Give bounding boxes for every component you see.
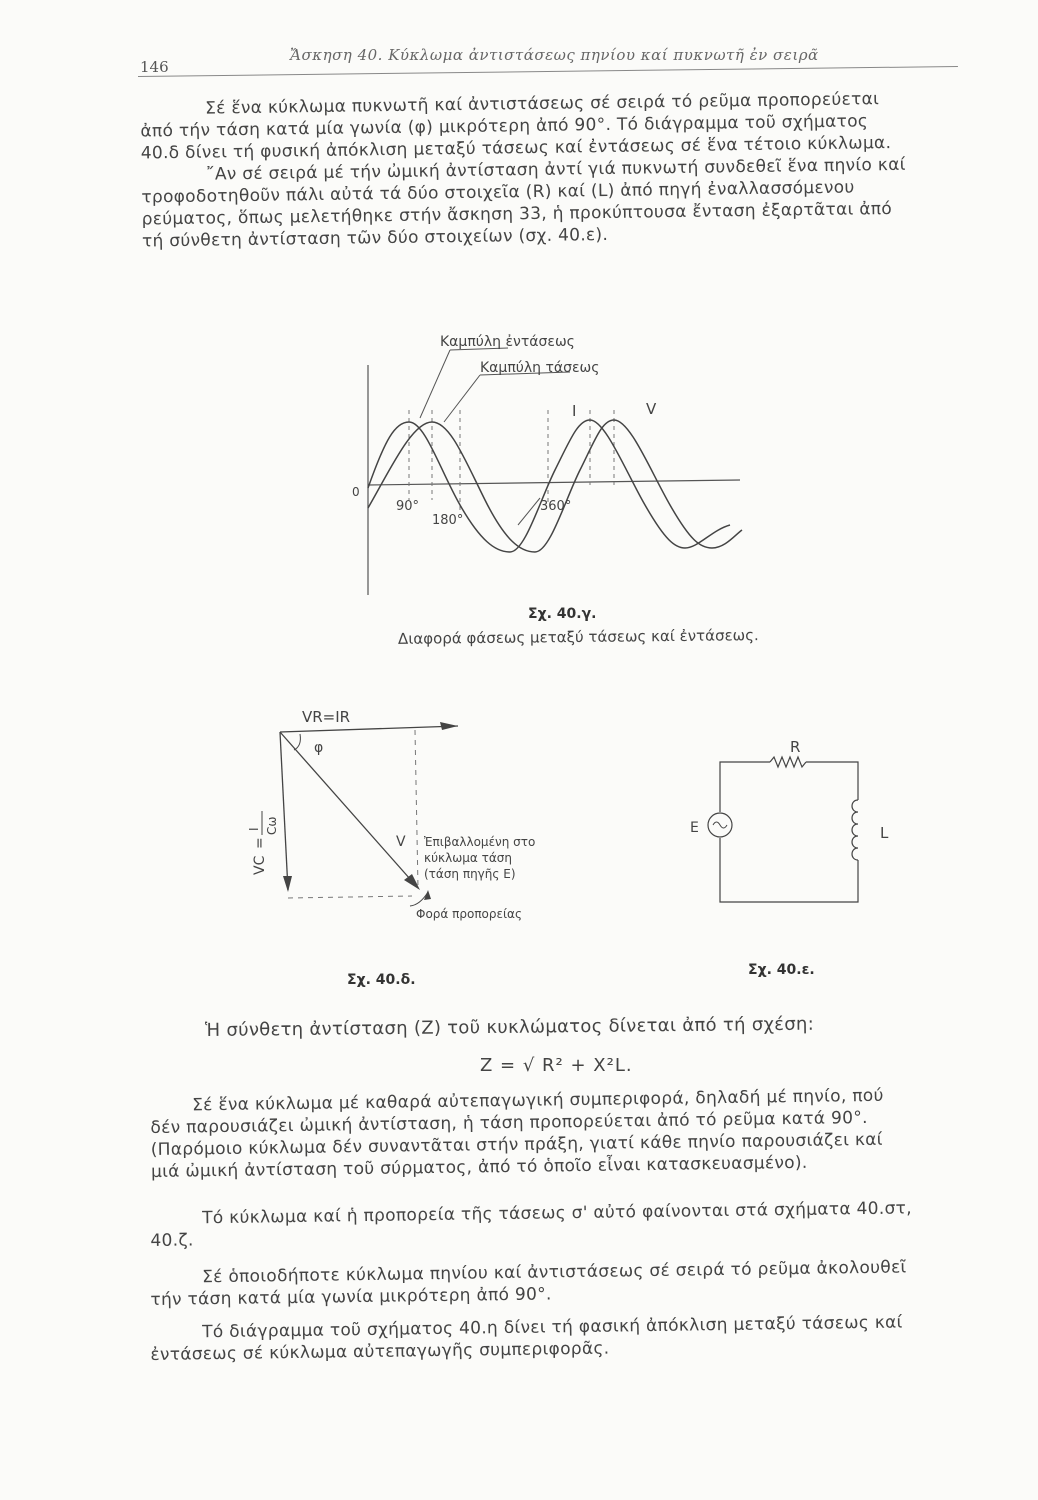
paragraph-rl-series — [150, 1256, 907, 1311]
rotation-label: Φορά προπορείας — [416, 907, 522, 921]
text-line: τή σύνθετη ἀντίσταση τῶν δύο στοιχείων (σχ. 40.ε). — [141, 224, 609, 252]
text-line: ῎Αν σέ σειρά μέ τήν ὠμική ἀντίσταση ἀντί γιά πυκνωτή συνδεθεῖ ἕνα πηνίο καί — [205, 154, 906, 185]
circuit-wire — [720, 762, 770, 812]
construction-line — [415, 730, 418, 888]
phi-label: φ — [314, 740, 324, 756]
vc-fraction-denominator: Cω — [265, 816, 279, 835]
text-line: ἀπό τήν τάση κατά μία γωνία (φ) μικρότερη ἀπό 90°. Τό διάγραμμα τοῦ σχήματος — [140, 111, 869, 142]
tick-label-90: 90° — [396, 499, 420, 514]
figure-40-delta-number: Σχ. 40.δ. — [347, 972, 416, 988]
running-header: Ἄσκηση 40. Κύκλωμα ἀντιστάσεως πηνίου καί πυκνωτῆ ἐν σειρᾶ — [290, 46, 819, 64]
page-number: 146 — [140, 58, 169, 76]
inductor-label: L — [880, 824, 889, 842]
voltage-curve-label: Καμπύλη τάσεως — [480, 360, 600, 376]
applied-voltage-label-1: Ἐπιβαλλομένη στο — [424, 835, 536, 849]
inductor-coil — [852, 800, 858, 860]
phi-arc — [294, 734, 300, 750]
vr-vector — [280, 726, 458, 732]
tick-label-180: 180° — [432, 513, 464, 528]
header-rule — [138, 66, 958, 77]
text-line: 40.ζ. — [150, 1230, 194, 1251]
v-label: V — [396, 834, 406, 850]
figure-40-gamma-number: Σχ. 40.γ. — [528, 606, 597, 622]
figure-40-gamma-caption: Διαφορά φάσεως μεταξύ τάσεως καί ἐντάσεως. — [397, 626, 759, 648]
text-line: Τό διάγραμμα τοῦ σχήματος 40.η δίνει τή φασική ἀπόκλιση μεταξύ τάσεως καί — [202, 1312, 903, 1343]
sine-symbol — [713, 822, 727, 828]
impedance-formula: Z = √ R² + X²L. — [480, 1055, 633, 1076]
vr-label: VR=IR — [302, 708, 351, 726]
paragraph-diagram-40-eta — [150, 1311, 903, 1366]
tick-label-360: 360° — [540, 499, 572, 514]
text-line: (Παρόμοιο κύκλωμα δέν συναντᾶται στήν πράξη, γιατί κάθε πηνίο παρουσιάζει καί — [150, 1129, 883, 1160]
current-curve-label: Καμπύλη ἐντάσεως — [440, 334, 575, 350]
text-line: δέν παρουσιάζει ὠμική ἀντίσταση, ἡ τάση προπορεύεται ἀπό τό ρεῦμα κατά 90°. — [150, 1107, 868, 1138]
text-line: μιά ὠμική ἀντίσταση τοῦ σύρματος, ἀπό τό ὁποῖο εἶναι κατασκευασμένο). — [150, 1152, 808, 1182]
circuit-wire — [806, 762, 858, 800]
paragraph-figures-reference — [150, 1197, 912, 1252]
impedance-intro: Ἡ σύνθετη ἀντίσταση (Z) τοῦ κυκλώματος δίνεται ἀπό τή σχέση: — [205, 1013, 815, 1041]
figure-40-delta — [240, 700, 620, 930]
text-line: ἐντάσεως σέ κύκλωμα αὐτεπαγωγῆς συμπεριφορᾶς. — [150, 1338, 610, 1365]
resistor-zigzag — [770, 757, 806, 767]
text-line: Σέ ὁποιοδήποτε κύκλωμα πηνίου καί ἀντιστάσεως σέ σειρά τό ρεῦμα ἀκολουθεῖ — [202, 1257, 907, 1288]
vc-equals: = — [252, 837, 268, 849]
voltage-curve — [368, 420, 742, 552]
origin-label: 0 — [352, 485, 360, 499]
current-curve — [368, 420, 730, 552]
intro-paragraph — [140, 88, 907, 252]
paragraph-pure-inductance — [150, 1085, 885, 1183]
figure-40-epsilon-number: Σχ. 40.ε. — [748, 962, 815, 978]
applied-voltage-label-2: κύκλωμα τάση — [424, 851, 512, 865]
source-label: E — [690, 820, 699, 836]
figure-40-epsilon — [680, 730, 900, 920]
voltage-marker-label: V — [646, 400, 657, 418]
x-axis — [368, 480, 740, 485]
vc-fraction-numerator: I — [247, 827, 261, 831]
vc-vector — [280, 732, 288, 890]
vr-arrowhead — [440, 722, 458, 730]
figure-40-gamma — [340, 330, 760, 630]
text-line: τήν τάση κατά μία γωνία μικρότερη ἀπό 90°. — [150, 1284, 552, 1310]
vc-arrowhead — [283, 876, 292, 892]
vc-label: VC — [252, 855, 268, 875]
circuit-wire — [720, 838, 858, 902]
text-line: ρεύματος, ὅπως μελετήθηκε στήν ἄσκηση 33, ἡ προκύπτουσα ἔνταση ἐξαρτᾶται ἀπό — [141, 199, 893, 230]
text-line: Τό κύκλωμα καί ἡ προπορεία τῆς τάσεως σ' αὐτό φαίνονται στά σχήματα 40.στ, — [202, 1198, 912, 1229]
text-line: 40.δ δίνει τή φυσική ἀπόκλιση μεταξύ τάσεως καί ἐντάσεως σέ ἕνα τέτοιο κύκλωμα. — [140, 133, 892, 164]
label-leader — [444, 375, 480, 422]
text-line: Σέ ἕνα κύκλωμα πυκνωτῆ καί ἀντιστάσεως σέ σειρά τό ρεῦμα προπορεύεται — [205, 89, 880, 119]
construction-line — [288, 896, 412, 898]
resultant-vector — [280, 732, 418, 888]
resistor-label: R — [790, 738, 801, 756]
current-marker-label: I — [572, 402, 577, 420]
label-leader — [420, 350, 450, 418]
text-line: τροφοδοτηθοῦν πάλι αὐτά τά δύο στοιχεῖα (R) καί (L) ἀπό πηγή ἐναλλασσόμενου — [141, 177, 855, 208]
rotation-arrowhead — [424, 890, 431, 900]
applied-voltage-label-3: (τάση πηγῆς E) — [424, 867, 516, 881]
text-line: Σέ ἕνα κύκλωμα μέ καθαρά αὐτεπαγωγική συμπεριφορά, δηλαδή μέ πηνίο, πού — [192, 1085, 884, 1116]
